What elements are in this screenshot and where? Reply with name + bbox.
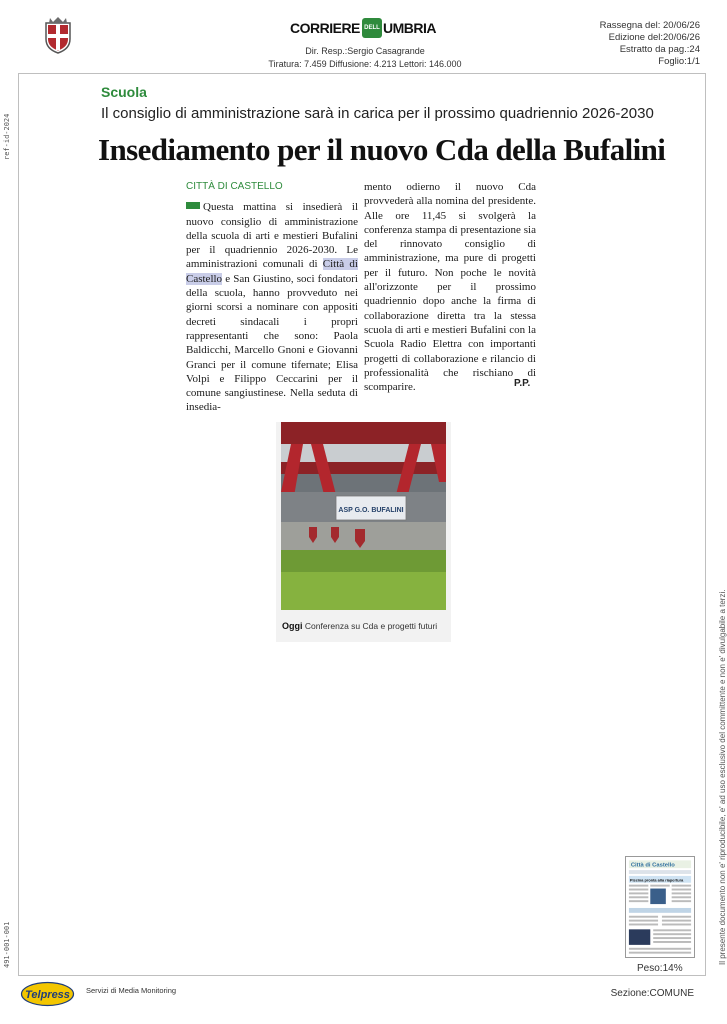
copyright-notice: Il presente documento non e' riproducibile, e' ad uso esclusivo del committente e non e' divulgabile a terzi. [718,589,727,965]
frame-top-divider [18,73,706,74]
frame-bottom-divider [18,975,706,976]
edition-date: Edizione del:20/06/26 [608,32,700,43]
caption-text: Conferenza su Cda e progetti futuri [304,621,438,631]
photo-block [276,422,451,642]
section-info: Sezione:COMUNE [610,988,694,999]
sheet-number: Foglio:1/1 [658,56,700,67]
frame-right-divider [705,73,706,975]
article-headline: Insediamento per il nuovo Cda della Bufalini [98,132,666,167]
page-weight: Peso:14% [637,963,683,974]
body-text-part-1: Questa mattina si insedierà il nuovo consiglio di amministrazione della scuola di arti e mestieri Bufalini per il quadriennio 2026-2030. Le amministrazioni comunali di [186,201,358,271]
lead-marker [186,202,200,209]
section-label: Scuola [101,84,147,100]
body-text-part-2: e San Giustino, soci fondatori della scuola, hanno provveduto nei giorni scorsi a nominare con appositi decreti sindacali i propri rappresentanti che sono: Paola Baldicchi, Marcello Gnoni e Giovanni Granci per il comune tifernate; Elisa Volpi e Filippo Ceccarini per il comune sangiustinese. Nella seduta di insedia- [186,272,358,414]
thumbnail-header: Città di Castello [630,862,675,869]
article-column-2 [364,180,536,394]
thumbnail-headline: Piscina pronta alla riapertura [629,877,684,883]
masthead-badge: DELL [362,18,382,38]
rassegna-date: Rassegna del: 20/06/26 [599,20,700,31]
page-thumbnail [625,856,695,958]
page-extract: Estratto da pag.:24 [619,44,700,55]
circulation-stats: Tiratura: 7.459 Diffusione: 4.213 Lettori: 146.000 [268,59,462,69]
service-description: Servizi di Media Monitoring [86,986,177,995]
newspaper-masthead [290,18,435,40]
highlighted-term: Città di Castello [186,258,358,285]
frame-left-divider [18,73,19,975]
telpress-logo [20,981,75,1007]
director-line: Dir. Resp.:Sergio Casagrande [305,46,425,56]
body-text-part-3: mento odierno il nuovo Cda provvederà alla nomina del presidente. Alle ore 11,45 si svolgerà la conferenza stampa di presentazione sia del rinnovato consiglio di amministrazione, ma pure di progetti per il futuro. Non poche le novità all'orizzonte per il prossimo quadriennio dopo anche la firma di collaborazione diretta tra la stessa scuola di arti e mestieri Bufalini con la Scuola Radio Elettra con importanti progetti di collaborazione e rilancio di professionalità che rischiano di scomparire. [364,181,536,394]
city-crest-icon [42,15,74,55]
photo-sign-text: ASP G.O. BUFALINI [338,507,404,514]
building-photo [281,422,446,610]
side-document-code: 491-001-001 [3,921,11,968]
telpress-logo-text: Telpress [25,989,70,1001]
photo-caption [282,621,437,631]
caption-bold: Oggi [282,621,303,631]
side-reference-code: ref-id-2024 [3,113,11,160]
masthead-left: CORRIERE [290,20,360,36]
dateline: CITTÀ DI CASTELLO [186,181,283,192]
masthead-right: UMBRIA [383,20,436,36]
article-subtitle: Il consiglio di amministrazione sarà in carica per il prossimo quadriennio 2026-2030 [101,105,654,122]
author-signature: P.P. [514,378,531,389]
press-review-info [600,20,700,68]
article-column-1 [186,180,358,415]
